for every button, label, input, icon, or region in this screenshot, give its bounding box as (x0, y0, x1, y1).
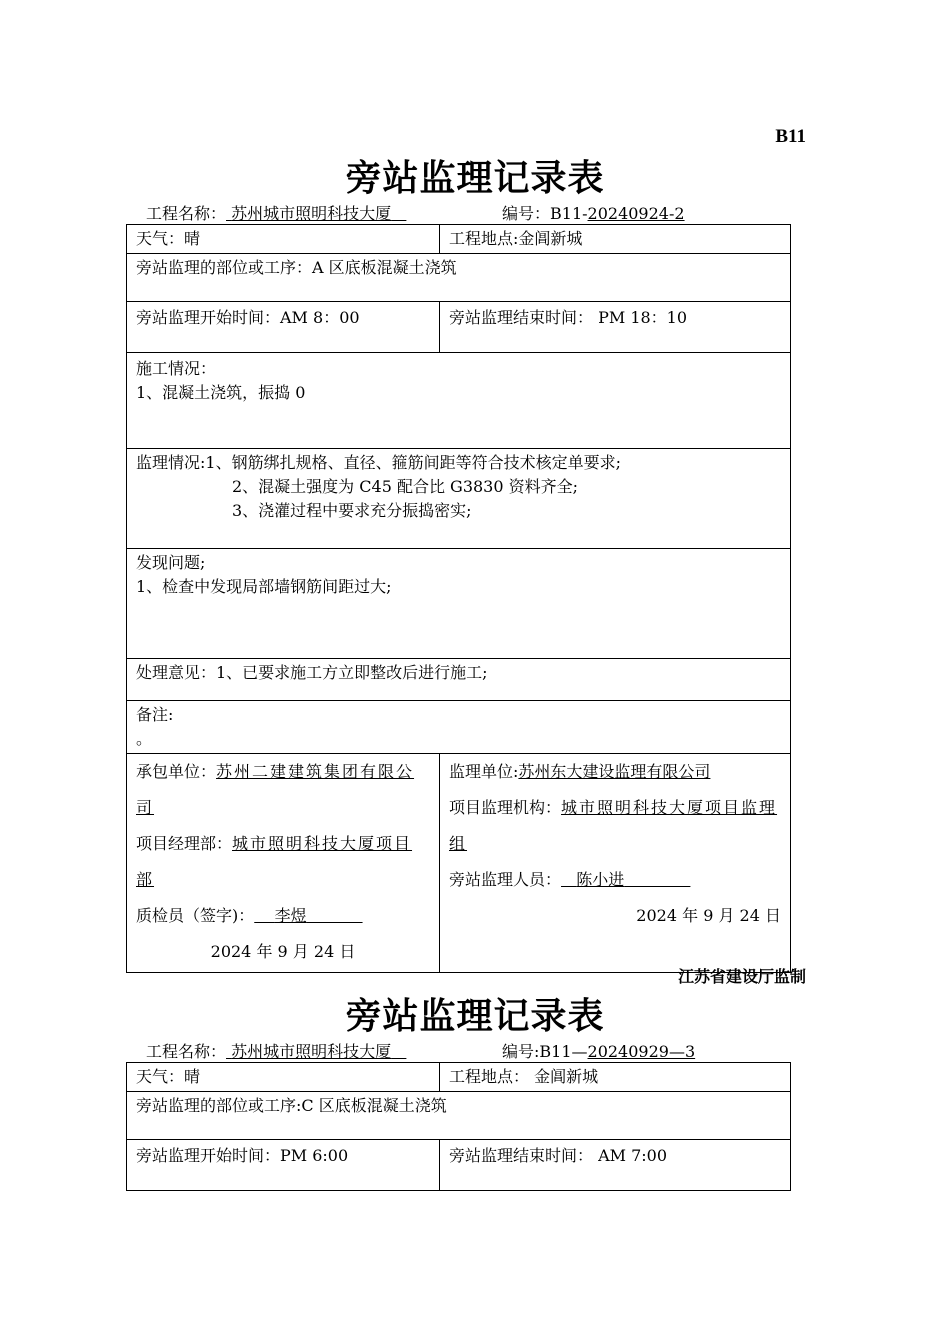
weather-cell: 天气：晴 (127, 1063, 440, 1092)
supervisor-line: 监理单位:苏州东大建设监理有限公司 (449, 762, 711, 781)
contractor-line: 承包单位：苏州二建建筑集团有限公司 (136, 762, 415, 817)
project-name-line (146, 1039, 406, 1062)
supervisor-date: 2024 年 9 月 24 日 (636, 906, 781, 925)
contractor-name: 苏州二建建筑集团有限公司 (136, 762, 415, 817)
opinion-cell: 处理意见：1、已要求施工方立即整改后进行施工; (127, 659, 791, 701)
staff-name: 陈小进 (576, 870, 625, 889)
number-label: 编号：B11- (502, 204, 588, 223)
remarks-text: 。 (136, 729, 153, 748)
problems-label: 发现问题; (136, 553, 206, 572)
weather-cell: 天气：晴 (127, 225, 440, 254)
problems-cell (127, 549, 791, 659)
record-title: 旁站监理记录表 (345, 996, 605, 1037)
project-name-line (146, 201, 406, 224)
record-number-line (502, 1039, 695, 1062)
supervision-line: 监理情况:1、钢筋绑扎规格、直径、箍筋间距等符合技术核定单要求; (136, 453, 621, 472)
number-label: 编号:B11— (502, 1042, 588, 1061)
end-time-cell: 旁站监理结束时间： AM 7:00 (440, 1140, 791, 1191)
supervision-cell (127, 449, 791, 549)
part-cell: 旁站监理的部位或工序:C 区底板混凝土浇筑 (127, 1092, 791, 1140)
start-time-cell: 旁站监理开始时间：AM 8：00 (127, 302, 440, 353)
project-label: 工程名称： (146, 204, 227, 223)
record-number: 20240924-2 (587, 204, 685, 223)
construction-label: 施工情况： (136, 359, 217, 378)
record-table (126, 224, 791, 973)
supervisor-name: 苏州东大建设监理有限公司 (518, 762, 711, 781)
construction-cell (127, 353, 791, 449)
supervision-line: 3、浇灌过程中要求充分振捣密实; (232, 501, 472, 520)
start-time-cell: 旁站监理开始时间：PM 6:00 (127, 1140, 440, 1191)
part-cell: 旁站监理的部位或工序：A 区底板混凝土浇筑 (127, 254, 791, 302)
inspector-name: 李煜 (274, 906, 307, 925)
remarks-label: 备注: (136, 705, 174, 724)
supervision-line: 2、混凝土强度为 C45 配合比 G3830 资料齐全; (232, 477, 579, 496)
record-table (126, 1062, 791, 1191)
contractor-cell (127, 754, 440, 973)
construction-line: 1、混凝土浇筑，振捣 0 (136, 383, 306, 402)
project-label: 工程名称： (146, 1042, 227, 1061)
record-number-line (502, 201, 685, 224)
supervisor-cell (440, 754, 791, 973)
agency-line: 项目监理机构：城市照明科技大厦项目监理组 (449, 798, 778, 853)
footer-note: 江苏省建设厅监制 (677, 967, 806, 986)
pm-dept-line: 项目经理部：城市照明科技大厦项目部 (136, 834, 413, 889)
form-code: B11 (775, 126, 806, 147)
problems-line: 1、检查中发现局部墙钢筋间距过大; (136, 577, 392, 596)
staff-line: 旁站监理人员： 陈小进 (449, 862, 781, 898)
location-cell: 工程地点:金阊新城 (440, 225, 791, 254)
remarks-cell (127, 701, 791, 754)
record-title: 旁站监理记录表 (345, 158, 605, 199)
end-time-cell: 旁站监理结束时间： PM 18：10 (440, 302, 791, 353)
pm-dept-name: 城市照明科技大厦项目部 (136, 834, 413, 889)
contractor-date: 2024 年 9 月 24 日 (210, 942, 356, 961)
project-name: 苏州城市照明科技大厦 (231, 204, 392, 223)
location-cell: 工程地点： 金阊新城 (440, 1063, 791, 1092)
project-name: 苏州城市照明科技大厦 (231, 1042, 392, 1061)
record-number: 20240929—3 (587, 1042, 696, 1061)
inspector-line: 质检员（签字)： 李煜 (136, 898, 430, 934)
agency-name: 城市照明科技大厦项目监理组 (449, 798, 778, 853)
